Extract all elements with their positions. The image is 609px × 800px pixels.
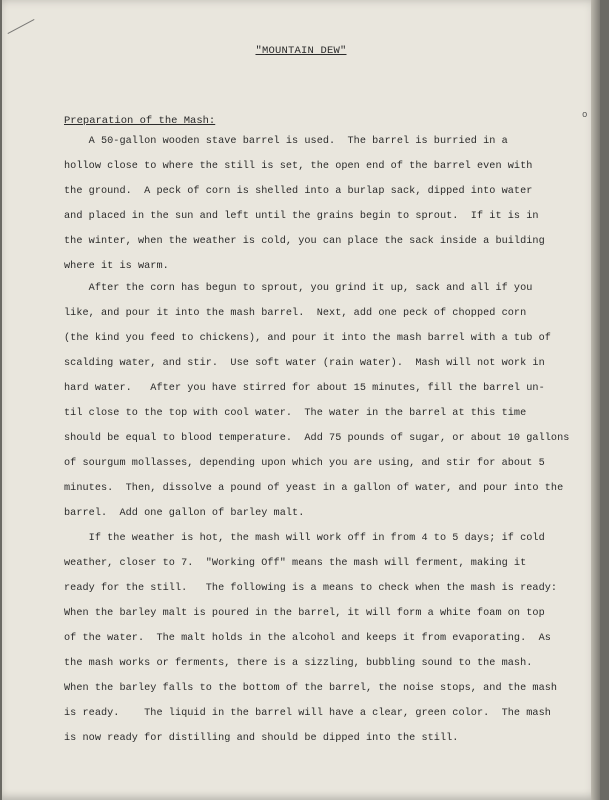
body-text-line: is now ready for distilling and should be dipped into the still. [64,733,459,744]
body-text-line: is ready. The liquid in the barrel will have a clear, green color. The mash [64,708,551,719]
body-text-line: should be equal to blood temperature. Add 75 pounds of sugar, or about 10 gallons [64,433,570,444]
body-text [2,0,600,800]
section-heading: Preparation of the Mash: [64,115,216,127]
margin-mark: o [582,110,588,120]
body-text-line: scalding water, and stir. Use soft water (rain water). Mash will not work in [64,358,545,369]
page-title: "MOUNTAIN DEW" [255,45,347,57]
body-text-line: and placed in the sun and left until the grains begin to sprout. If it is in [64,211,539,222]
body-text-line: When the barley falls to the bottom of the barrel, the noise stops, and the mash [64,683,558,694]
body-text-line: the ground. A peck of corn is shelled into a burlap sack, dipped into water [64,186,533,197]
body-text-line: where it is warm. [64,261,169,272]
body-text-line: like, and pour it into the mash barrel. Next, add one peck of chopped corn [64,308,527,319]
body-text-line: If the weather is hot, the mash will work off in from 4 to 5 days; if cold [64,533,545,544]
body-text-line: weather, closer to 7. "Working Off" means the mash will ferment, making it [64,558,527,569]
body-text-line: After the corn has begun to sprout, you grind it up, sack and all if you [64,283,533,294]
body-text-line: When the barley malt is poured in the barrel, it will form a white foam on top [64,608,545,619]
body-text-line: of sourgum mollasses, depending upon which you are using, and stir for about 5 [64,458,545,469]
body-text-line: of the water. The malt holds in the alcohol and keeps it from evaporating. As [64,633,551,644]
body-text-line: the mash works or ferments, there is a sizzling, bubbling sound to the mash. [64,658,533,669]
body-text-line: (the kind you feed to chickens), and pour it into the mash barrel with a tub of [64,333,551,344]
body-text-line: ready for the still. The following is a means to check when the mash is ready: [64,583,558,594]
body-text-line: hollow close to where the still is set, the open end of the barrel even with [64,161,533,172]
body-text-line: the winter, when the weather is cold, you can place the sack inside a building [64,236,545,247]
body-text-line: A 50-gallon wooden stave barrel is used. The barrel is burried in a [64,136,508,147]
body-text-line: hard water. After you have stirred for about 15 minutes, fill the barrel un- [64,383,545,394]
body-text-line: minutes. Then, dissolve a pound of yeast in a gallon of water, and pour into the [64,483,564,494]
document-page [2,0,600,800]
body-text-line: til close to the top with cool water. The water in the barrel at this time [64,408,527,419]
body-text-line: barrel. Add one gallon of barley malt. [64,508,305,519]
